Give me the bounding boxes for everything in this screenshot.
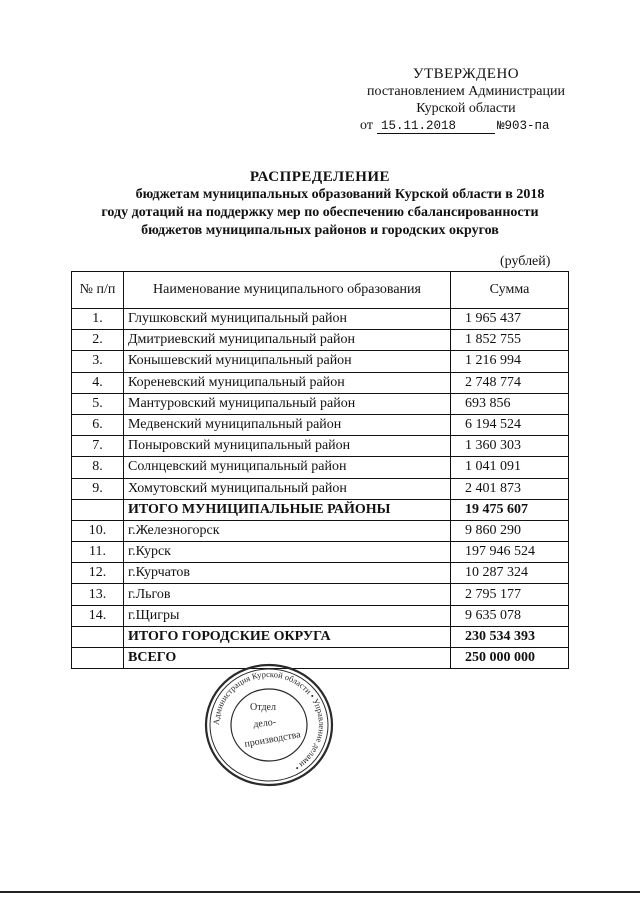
row-sum: 230 534 393 xyxy=(451,626,569,647)
stamp-ring-text: Администрация Курской области • Управление делами • xyxy=(210,668,328,774)
row-sum: 1 041 091 xyxy=(451,457,569,478)
row-sum: 2 795 177 xyxy=(451,584,569,605)
row-number: 7. xyxy=(72,436,124,457)
row-name: Мантуровский муниципальный район xyxy=(124,393,451,414)
row-sum: 693 856 xyxy=(451,393,569,414)
table-row xyxy=(72,584,569,605)
table-row xyxy=(72,563,569,584)
row-number: 13. xyxy=(72,584,124,605)
row-name: г.Льгов xyxy=(124,584,451,605)
row-number: 8. xyxy=(72,457,124,478)
row-name: г.Щигры xyxy=(124,605,451,626)
date-prefix: от xyxy=(360,118,373,133)
table-row xyxy=(72,478,569,499)
approval-heading: УТВЕРЖДЕНО xyxy=(412,66,520,82)
approval-line-region: Курской области xyxy=(416,101,516,116)
table-row xyxy=(72,330,569,351)
row-sum: 6 194 524 xyxy=(451,414,569,435)
row-sum: 19 475 607 xyxy=(451,499,569,520)
stamp-center-line-3: производства xyxy=(243,729,302,750)
row-sum: 1 965 437 xyxy=(451,309,569,330)
row-name: Конышевский муниципальный район xyxy=(124,351,451,372)
seal-stamp xyxy=(203,662,335,788)
row-number: 14. xyxy=(72,605,124,626)
row-sum: 250 000 000 xyxy=(451,648,569,669)
row-number: 5. xyxy=(72,393,124,414)
row-number: 6. xyxy=(72,414,124,435)
row-name: Поныровский муниципальный район xyxy=(124,436,451,457)
row-name: г.Железногорск xyxy=(124,520,451,541)
row-number: 9. xyxy=(72,478,124,499)
row-name: Хомутовский муниципальный район xyxy=(124,478,451,499)
row-name: Солнцевский муниципальный район xyxy=(124,457,451,478)
table-row xyxy=(72,309,569,330)
approval-line-decree: постановлением Администрации xyxy=(367,84,565,99)
header-sum: Сумма xyxy=(451,272,569,309)
stamp-center-line-1: Отдел xyxy=(250,702,276,713)
row-sum: 9 635 078 xyxy=(451,605,569,626)
bottom-rule xyxy=(0,891,640,893)
row-number xyxy=(72,499,124,520)
row-number: 12. xyxy=(72,563,124,584)
table-row xyxy=(72,414,569,435)
table-total-row xyxy=(72,626,569,647)
units-label: (рублей) xyxy=(500,254,551,269)
header-name: Наименование муниципального образования xyxy=(124,272,451,309)
row-name: Медвенский муниципальный район xyxy=(124,414,451,435)
stamp-center-line-2: дело- xyxy=(252,716,277,731)
row-name: Глушковский муниципальный район xyxy=(124,309,451,330)
row-number: 3. xyxy=(72,351,124,372)
title-line-2: году дотаций на поддержку мер по обеспечению сбалансированности xyxy=(101,205,539,220)
table-row xyxy=(72,605,569,626)
row-sum: 9 860 290 xyxy=(451,520,569,541)
table-row xyxy=(72,436,569,457)
row-sum: 1 216 994 xyxy=(451,351,569,372)
document-title-text: РАСПРЕДЕЛЕНИЕ xyxy=(249,169,391,185)
table-row xyxy=(72,520,569,541)
table-row xyxy=(72,542,569,563)
table-row xyxy=(72,351,569,372)
approval-block xyxy=(350,66,582,117)
header-number: № п/п xyxy=(72,272,124,309)
approval-date-row xyxy=(360,118,596,134)
row-name: г.Курчатов xyxy=(124,563,451,584)
row-number: 10. xyxy=(72,520,124,541)
row-name: Дмитриевский муниципальный район xyxy=(124,330,451,351)
title-line-1: бюджетам муниципальных образований Курской области в 2018 xyxy=(135,187,545,202)
table-row xyxy=(72,457,569,478)
approval-date: 15.11.2018 xyxy=(377,119,495,134)
table-total-row xyxy=(72,499,569,520)
table-header-row xyxy=(72,272,569,309)
distribution-table xyxy=(71,271,569,669)
row-number: 1. xyxy=(72,309,124,330)
row-name: г.Курск xyxy=(124,542,451,563)
approval-number: №903-па xyxy=(496,119,550,133)
row-number: 11. xyxy=(72,542,124,563)
row-name: ИТОГО ГОРОДСКИЕ ОКРУГА xyxy=(124,626,451,647)
row-sum: 197 946 524 xyxy=(451,542,569,563)
row-sum: 10 287 324 xyxy=(451,563,569,584)
row-number: 2. xyxy=(72,330,124,351)
row-name: ВСЕГО xyxy=(124,648,451,669)
row-number xyxy=(72,626,124,647)
row-name: Кореневский муниципальный район xyxy=(124,372,451,393)
row-sum: 2 748 774 xyxy=(451,372,569,393)
row-sum: 2 401 873 xyxy=(451,478,569,499)
row-sum: 1 852 755 xyxy=(451,330,569,351)
row-number: 4. xyxy=(72,372,124,393)
row-number xyxy=(72,648,124,669)
table-row xyxy=(72,393,569,414)
table-row xyxy=(72,372,569,393)
row-name: ИТОГО МУНИЦИПАЛЬНЫЕ РАЙОНЫ xyxy=(124,499,451,520)
title-line-3: бюджетов муниципальных районов и городских округов xyxy=(141,223,499,238)
row-sum: 1 360 303 xyxy=(451,436,569,457)
document-title xyxy=(20,168,620,187)
